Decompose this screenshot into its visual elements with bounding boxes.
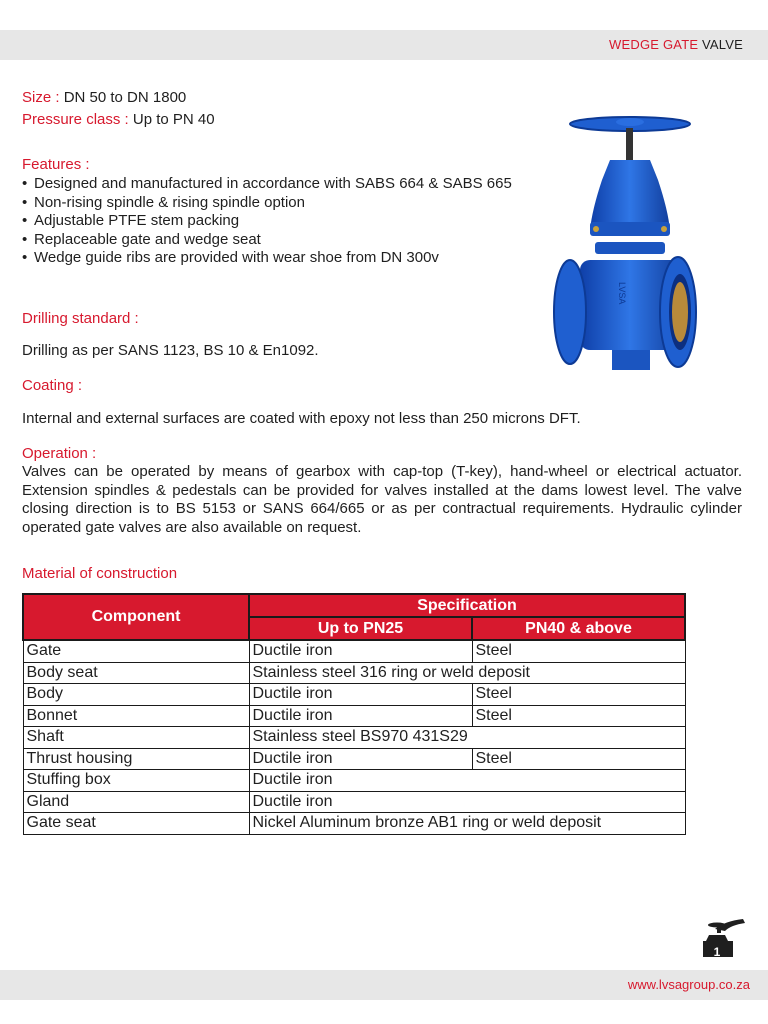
pressure-value: Up to PN 40	[132, 111, 215, 128]
valve-image	[550, 112, 700, 387]
table-row	[23, 748, 685, 770]
pressure-label: Pressure class :	[22, 111, 133, 128]
footer-url[interactable]: www.lvsagroup.co.za	[627, 977, 750, 992]
operation-text: Valves can be operated by means of gearbox with cap-top (T-key), hand-wheel or electrical actuator. Extension spindles & pedestals can be provided for valves installed at the dams lowest level. The valve closing direction is to BS 5153 or SANS 664/665 or as per contractual requirements. Hydraulic cylinder operated gate valves are also available on request.	[22, 463, 742, 536]
cell-component: Gate seat	[23, 813, 249, 835]
cell-spec: Stainless steel BS970 431S29	[249, 727, 685, 749]
header-pn40: PN40 & above	[472, 617, 685, 640]
table-row	[23, 684, 685, 706]
header-band	[0, 30, 768, 60]
page-title-dark: VALVE	[702, 37, 743, 52]
cell-spec: Ductile iron	[249, 791, 685, 813]
operation-title: Operation :	[22, 445, 97, 462]
cell-component: Stuffing box	[23, 770, 249, 792]
feature-item: • Non-rising spindle & rising spindle option	[22, 194, 512, 213]
table-row	[23, 640, 685, 662]
table-row	[23, 770, 685, 792]
table-header-row	[23, 594, 685, 617]
cell-spec: Nickel Aluminum bronze AB1 ring or weld deposit	[249, 813, 685, 835]
cell-component: Body seat	[23, 662, 249, 684]
cell-component: Gate	[23, 640, 249, 662]
feature-item: • Designed and manufactured in accordance with SABS 664 & SABS 665	[22, 175, 512, 194]
cell-pn25: Ductile iron	[249, 640, 472, 662]
cell-component: Shaft	[23, 727, 249, 749]
features-list	[22, 175, 512, 268]
size-label: Size :	[22, 89, 64, 106]
page-title	[609, 37, 743, 52]
coating-text: Internal and external surfaces are coated with epoxy not less than 250 microns DFT.	[22, 410, 581, 427]
cell-component: Gland	[23, 791, 249, 813]
materials-title: Material of construction	[22, 565, 178, 582]
header-component: Component	[23, 594, 249, 640]
cell-component: Bonnet	[23, 705, 249, 727]
cell-pn40: Steel	[472, 748, 685, 770]
drilling-text: Drilling as per SANS 1123, BS 10 & En1092.	[22, 342, 319, 359]
cell-pn40: Steel	[472, 684, 685, 706]
page-title-red: WEDGE GATE	[609, 37, 699, 52]
cell-component: Body	[23, 684, 249, 706]
header-pn25: Up to PN25	[249, 617, 472, 640]
size-value: DN 50 to DN 1800	[63, 89, 187, 106]
feature-item: • Wedge guide ribs are provided with wear shoe from DN 300v	[22, 249, 512, 268]
cell-pn25: Ductile iron	[249, 705, 472, 727]
table-row	[23, 705, 685, 727]
header-specification: Specification	[249, 594, 685, 617]
table-row	[23, 727, 685, 749]
valve-logo-icon	[695, 915, 747, 967]
valve-body-text: LVSA	[617, 282, 627, 305]
pressure-spec	[22, 111, 215, 128]
cell-pn40: Steel	[472, 640, 685, 662]
features-title: Features :	[22, 156, 90, 173]
size-spec	[22, 89, 186, 106]
cell-component: Thrust housing	[23, 748, 249, 770]
feature-item: • Replaceable gate and wedge seat	[22, 231, 512, 250]
feature-item: • Adjustable PTFE stem packing	[22, 212, 512, 231]
cell-pn40: Steel	[472, 705, 685, 727]
coating-title: Coating :	[22, 377, 83, 394]
table-row	[23, 791, 685, 813]
cell-pn25: Ductile iron	[249, 684, 472, 706]
table-row	[23, 662, 685, 684]
drilling-title: Drilling standard :	[22, 310, 139, 327]
table-row	[23, 813, 685, 835]
page-number: 1	[713, 945, 721, 959]
cell-spec: Stainless steel 316 ring or weld deposit	[249, 662, 685, 684]
materials-table	[22, 593, 686, 835]
cell-spec: Ductile iron	[249, 770, 685, 792]
footer-band	[0, 970, 768, 1000]
cell-pn25: Ductile iron	[249, 748, 472, 770]
